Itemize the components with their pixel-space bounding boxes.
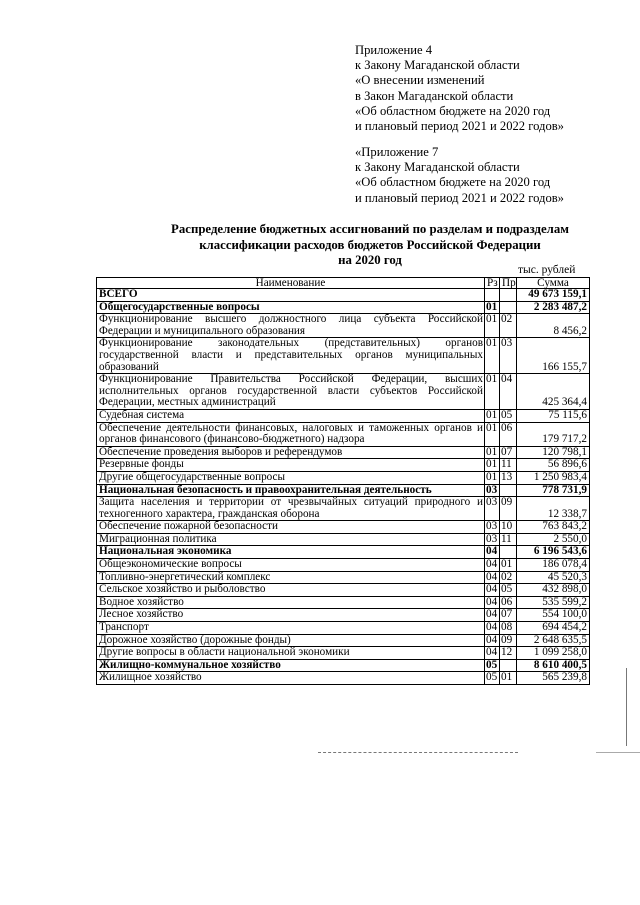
row-rz: 01	[485, 409, 500, 422]
table-row	[97, 289, 590, 302]
row-sum: 554 100,0	[517, 609, 590, 622]
row-sum: 75 115,6	[517, 409, 590, 422]
row-name: Топливно-энергетический комплекс	[97, 571, 485, 584]
header-pr: Пр	[500, 278, 517, 289]
row-name: Национальная экономика	[97, 546, 485, 559]
row-pr: 09	[500, 497, 517, 521]
row-name: ВСЕГО	[97, 289, 485, 302]
table-row	[97, 672, 590, 685]
row-name: Обеспечение деятельности финансовых, налоговых и таможенных органов и органов финансового (финансово-бюджетного) надзора	[97, 422, 485, 446]
table-row	[97, 571, 590, 584]
row-pr: 01	[500, 672, 517, 685]
row-sum: 2 283 487,2	[517, 301, 590, 314]
row-name: Дорожное хозяйство (дорожные фонды)	[97, 634, 485, 647]
row-sum: 186 078,4	[517, 559, 590, 572]
row-pr: 07	[500, 446, 517, 459]
row-sum: 8 610 400,5	[517, 659, 590, 672]
row-sum: 179 717,2	[517, 422, 590, 446]
table-row	[97, 338, 590, 374]
table-row	[97, 446, 590, 459]
appendix-line: Приложение 4	[355, 43, 433, 57]
appendix-original-block	[355, 145, 564, 206]
bottom-rule	[596, 752, 640, 753]
row-pr: 13	[500, 471, 517, 484]
row-name: Общеэкономические вопросы	[97, 559, 485, 572]
table-row	[97, 609, 590, 622]
row-name: Резервные фонды	[97, 459, 485, 472]
row-pr: 02	[500, 571, 517, 584]
row-pr	[500, 484, 517, 497]
appendix-line: и плановый период 2021 и 2022 годов»	[355, 190, 564, 205]
row-rz: 04	[485, 609, 500, 622]
row-name: Функционирование Правительства Российской Федерации, высших исполнительных органов государственной власти субъектов Российской Федерации, местных администраций	[97, 374, 485, 410]
table-row	[97, 533, 590, 546]
row-rz	[485, 289, 500, 302]
table-row	[97, 659, 590, 672]
row-pr: 12	[500, 647, 517, 660]
table-row	[97, 647, 590, 660]
table-row	[97, 409, 590, 422]
table-row	[97, 459, 590, 472]
row-sum: 1 099 258,0	[517, 647, 590, 660]
table-row	[97, 422, 590, 446]
appendix-line: «Приложение 7	[355, 145, 439, 159]
row-rz: 04	[485, 596, 500, 609]
appendix-line: к Закону Магаданской области	[355, 58, 520, 73]
title-line: классификации расходов бюджетов Российской Федерации	[199, 237, 541, 252]
row-pr: 09	[500, 634, 517, 647]
row-rz: 01	[485, 338, 500, 374]
row-pr: 10	[500, 521, 517, 534]
row-name: Обеспечение проведения выборов и референдумов	[97, 446, 485, 459]
table-row	[97, 471, 590, 484]
row-pr: 06	[500, 422, 517, 446]
row-rz: 01	[485, 471, 500, 484]
row-sum: 1 250 983,4	[517, 471, 590, 484]
row-name: Миграционная политика	[97, 533, 485, 546]
row-rz: 03	[485, 484, 500, 497]
row-name: Сельское хозяйство и рыболовство	[97, 584, 485, 597]
table-row	[97, 374, 590, 410]
row-rz: 04	[485, 622, 500, 635]
row-name: Другие вопросы в области национальной экономики	[97, 647, 485, 660]
row-name: Функционирование законодательных (представительных) органов государственной власти и представительных органов муниципальных образований	[97, 338, 485, 374]
table-row	[97, 497, 590, 521]
row-sum: 49 673 159,1	[517, 289, 590, 302]
header-name: Наименование	[97, 278, 485, 289]
row-name: Национальная безопасность и правоохранительная деятельность	[97, 484, 485, 497]
table-row	[97, 559, 590, 572]
row-pr: 04	[500, 374, 517, 410]
units-label: тыс. рублей	[518, 264, 576, 276]
budget-table	[96, 277, 590, 685]
row-name: Обеспечение пожарной безопасности	[97, 521, 485, 534]
row-name: Лесное хозяйство	[97, 609, 485, 622]
appendix-line: и плановый период 2021 и 2022 годов»	[355, 119, 564, 134]
row-sum: 763 843,2	[517, 521, 590, 534]
row-name: Судебная система	[97, 409, 485, 422]
row-rz: 01	[485, 446, 500, 459]
row-name: Функционирование высшего должностного лица субъекта Российской Федерации и муниципального образования	[97, 314, 485, 338]
row-rz: 04	[485, 647, 500, 660]
appendix-line: «Об областном бюджете на 2020 год	[355, 175, 551, 190]
row-pr	[500, 289, 517, 302]
row-name: Другие общегосударственные вопросы	[97, 471, 485, 484]
row-pr	[500, 546, 517, 559]
row-name: Общегосударственные вопросы	[97, 301, 485, 314]
row-name: Жилищно-коммунальное хозяйство	[97, 659, 485, 672]
row-pr	[500, 659, 517, 672]
row-pr: 05	[500, 409, 517, 422]
row-sum: 432 898,0	[517, 584, 590, 597]
row-pr: 02	[500, 314, 517, 338]
margin-line	[626, 668, 627, 746]
table-row	[97, 596, 590, 609]
row-sum: 56 896,6	[517, 459, 590, 472]
row-pr: 11	[500, 459, 517, 472]
row-sum: 425 364,4	[517, 374, 590, 410]
row-rz: 01	[485, 422, 500, 446]
row-pr: 03	[500, 338, 517, 374]
row-pr: 01	[500, 559, 517, 572]
appendix-line: «О внесении изменений	[355, 73, 485, 88]
row-rz: 04	[485, 571, 500, 584]
row-sum: 12 338,7	[517, 497, 590, 521]
row-rz: 03	[485, 497, 500, 521]
row-rz: 04	[485, 559, 500, 572]
header-sum: Сумма	[517, 278, 590, 289]
appendix-line: к Закону Магаданской области	[355, 160, 520, 175]
row-rz: 05	[485, 672, 500, 685]
row-pr: 06	[500, 596, 517, 609]
row-rz: 04	[485, 546, 500, 559]
table-row	[97, 484, 590, 497]
row-rz: 04	[485, 634, 500, 647]
row-name: Транспорт	[97, 622, 485, 635]
row-pr: 08	[500, 622, 517, 635]
table-row	[97, 314, 590, 338]
bottom-dashed-rule	[318, 752, 518, 753]
row-pr: 11	[500, 533, 517, 546]
row-rz: 03	[485, 521, 500, 534]
row-pr: 07	[500, 609, 517, 622]
table-row	[97, 622, 590, 635]
row-sum: 6 196 543,6	[517, 546, 590, 559]
row-rz: 05	[485, 659, 500, 672]
row-sum: 166 155,7	[517, 338, 590, 374]
row-sum: 778 731,9	[517, 484, 590, 497]
row-name: Жилищное хозяйство	[97, 672, 485, 685]
document-title	[120, 222, 620, 269]
title-line: на 2020 год	[338, 253, 402, 267]
appendix-line: в Закон Магаданской области	[355, 88, 514, 103]
row-rz: 03	[485, 533, 500, 546]
row-rz: 01	[485, 459, 500, 472]
row-sum: 565 239,8	[517, 672, 590, 685]
row-rz: 01	[485, 374, 500, 410]
row-sum: 8 456,2	[517, 314, 590, 338]
table-header-row	[97, 278, 590, 289]
row-pr	[500, 301, 517, 314]
row-sum: 535 599,2	[517, 596, 590, 609]
header-rz: Рз	[485, 278, 500, 289]
row-sum: 45 520,3	[517, 571, 590, 584]
appendix-line: «Об областном бюджете на 2020 год	[355, 103, 551, 118]
row-name: Защита населения и территории от чрезвычайных ситуаций природного и техногенного характера, гражданская оборона	[97, 497, 485, 521]
appendix-current-block	[355, 43, 564, 134]
row-rz: 01	[485, 314, 500, 338]
table-row	[97, 546, 590, 559]
title-line: Распределение бюджетных ассигнований по разделам и подразделам	[171, 222, 569, 236]
table-row	[97, 521, 590, 534]
row-sum: 120 798,1	[517, 446, 590, 459]
table-row	[97, 584, 590, 597]
row-sum: 2 550,0	[517, 533, 590, 546]
row-pr: 05	[500, 584, 517, 597]
table-row	[97, 634, 590, 647]
row-name: Водное хозяйство	[97, 596, 485, 609]
row-rz: 04	[485, 584, 500, 597]
row-rz: 01	[485, 301, 500, 314]
row-sum: 2 648 635,5	[517, 634, 590, 647]
row-sum: 694 454,2	[517, 622, 590, 635]
table-row	[97, 301, 590, 314]
